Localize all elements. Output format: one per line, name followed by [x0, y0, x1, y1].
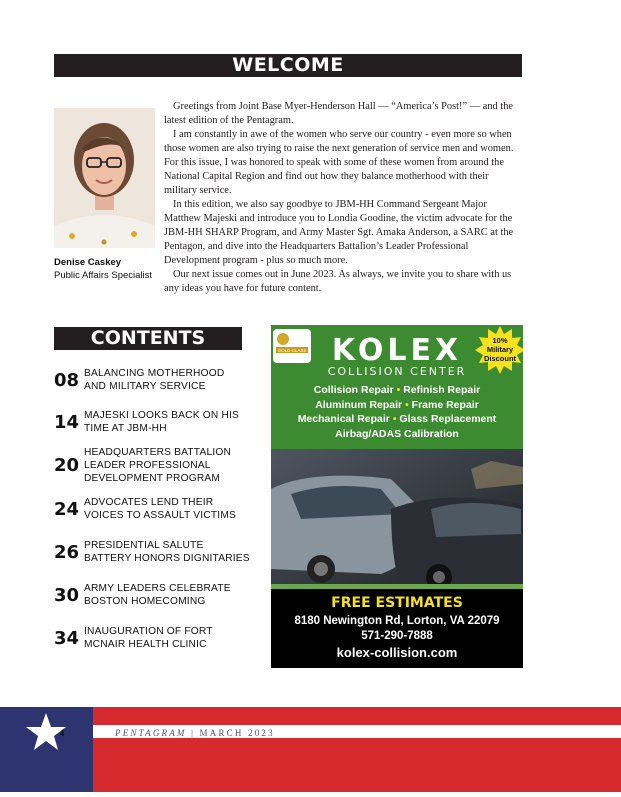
toc-item[interactable] [54, 539, 250, 565]
ad-services: Collision Repair • Refinish Repair Aluminum Repair • Frame Repair Mechanical Repair • Glass Replacement Airbag/ADAS Calibration [297, 384, 497, 440]
service-item: Airbag/ADAS Calibration [335, 427, 459, 440]
discount-starburst [475, 325, 523, 375]
toc-page-number: 14 [54, 411, 80, 433]
toc-item[interactable] [54, 496, 236, 522]
toc-item[interactable] [54, 446, 231, 485]
ad-car-crash-photo [271, 449, 523, 589]
star-icon [0, 707, 93, 792]
toc-page-number: 20 [54, 455, 80, 476]
ad-address: 8180 Newington Rd, Lorton, VA 22079 [294, 615, 500, 627]
toc-page-number: 30 [54, 584, 80, 606]
issue-date: MARCH 2023 [199, 728, 275, 738]
author-title: Public Affairs Specialist [54, 270, 153, 281]
letter-paragraph: Greetings from Joint Base Myer-Henderson Hall — “America’s Post!” — and the latest edition of the Pentagram. [164, 101, 513, 126]
toc-title: MAJESKI LOOKS BACK ON HIS TIME AT JBM-HH [84, 410, 240, 434]
publication-name: PENTAGRAM [115, 728, 187, 738]
toc-title: HEADQUARTERS BATTALION LEADER PROFESSIONAL DEVELOPMENT PROGRAM [84, 447, 232, 484]
toc-page-number: 24 [54, 498, 80, 520]
toc-title: ADVOCATES LEND THEIR VOICES TO ASSAULT VICTIMS [84, 497, 237, 521]
toc-title: INAUGURATION OF FORT MCNAIR HEALTH CLINIC [84, 626, 213, 650]
footer-separator: | [191, 728, 196, 738]
service-item: Refinish Repair [403, 384, 481, 396]
gold-class-text: GOLD CLASS [277, 348, 307, 353]
service-item: Frame Repair [411, 398, 479, 411]
ad-phone[interactable]: 571-290-7888 [361, 630, 433, 642]
contents-header: CONTENTS [54, 327, 242, 350]
discount-line: Military [486, 345, 514, 354]
service-item: Glass Replacement [399, 413, 497, 425]
letter-paragraph: In this edition, we also say goodbye to JBM-HH Command Sergeant Major Matthew Majeski and introduce you to Londia Goodine, the victim advocate for the JBM-HH SHARP Program, and Army Master Sgt. Amaka Anderson, a SARC at the Pentagon, and dive into the Headquarters Battalion’s Leader Professional Development program - plus so much more. [164, 199, 514, 266]
toc-item[interactable] [54, 582, 231, 608]
toc-page-number: 26 [54, 541, 80, 563]
welcome-header: WELCOME [54, 54, 522, 77]
toc-page-number: 34 [54, 627, 80, 649]
author-photo [54, 108, 155, 248]
flag-stripes [0, 707, 621, 792]
ad-website-link[interactable]: kolex-collision.com [336, 645, 458, 660]
discount-line: 10% [492, 336, 508, 345]
ad-contact [271, 614, 523, 644]
discount-line: Discount [483, 354, 517, 363]
ad-subtitle: COLLISION CENTER [327, 365, 467, 378]
welcome-letter [164, 100, 522, 296]
ad-divider [271, 584, 523, 589]
service-item: Mechanical Repair [297, 413, 390, 425]
toc-title: PRESIDENTIAL SALUTE BATTERY HONORS DIGNITARIES [84, 540, 250, 564]
author-name: Denise Caskey [54, 257, 122, 268]
toc-page-number: 08 [54, 369, 80, 391]
page-number: 4 [59, 728, 65, 738]
toc-item[interactable] [54, 409, 239, 435]
kolex-logo: KOLEX [331, 333, 463, 368]
toc-item[interactable] [54, 625, 213, 651]
toc-title: BALANCING MOTHERHOOD AND MILITARY SERVICE [84, 368, 225, 392]
service-item: Collision Repair [313, 384, 394, 396]
footer-publication [115, 728, 275, 738]
letter-paragraph: Our next issue comes out in June 2023. As always, we invite you to share with us any ideas you have for future content. [164, 269, 512, 294]
toc-title: ARMY LEADERS CELEBRATE BOSTON HOMECOMING [84, 583, 231, 607]
toc-item[interactable] [54, 367, 224, 393]
flag-canton [0, 707, 93, 792]
kolex-advertisement[interactable] [271, 325, 523, 668]
free-estimates-headline: FREE ESTIMATES [331, 595, 463, 611]
letter-paragraph: I am constantly in awe of the women who serve our country - even more so when those women are also trying to raise the next generation of service men and women. For this issue, I was honored to speak with some of these women from around the National Capital Region and find out how they balance motherhood with their military service. [164, 129, 514, 196]
service-item: Aluminum Repair [315, 398, 403, 411]
